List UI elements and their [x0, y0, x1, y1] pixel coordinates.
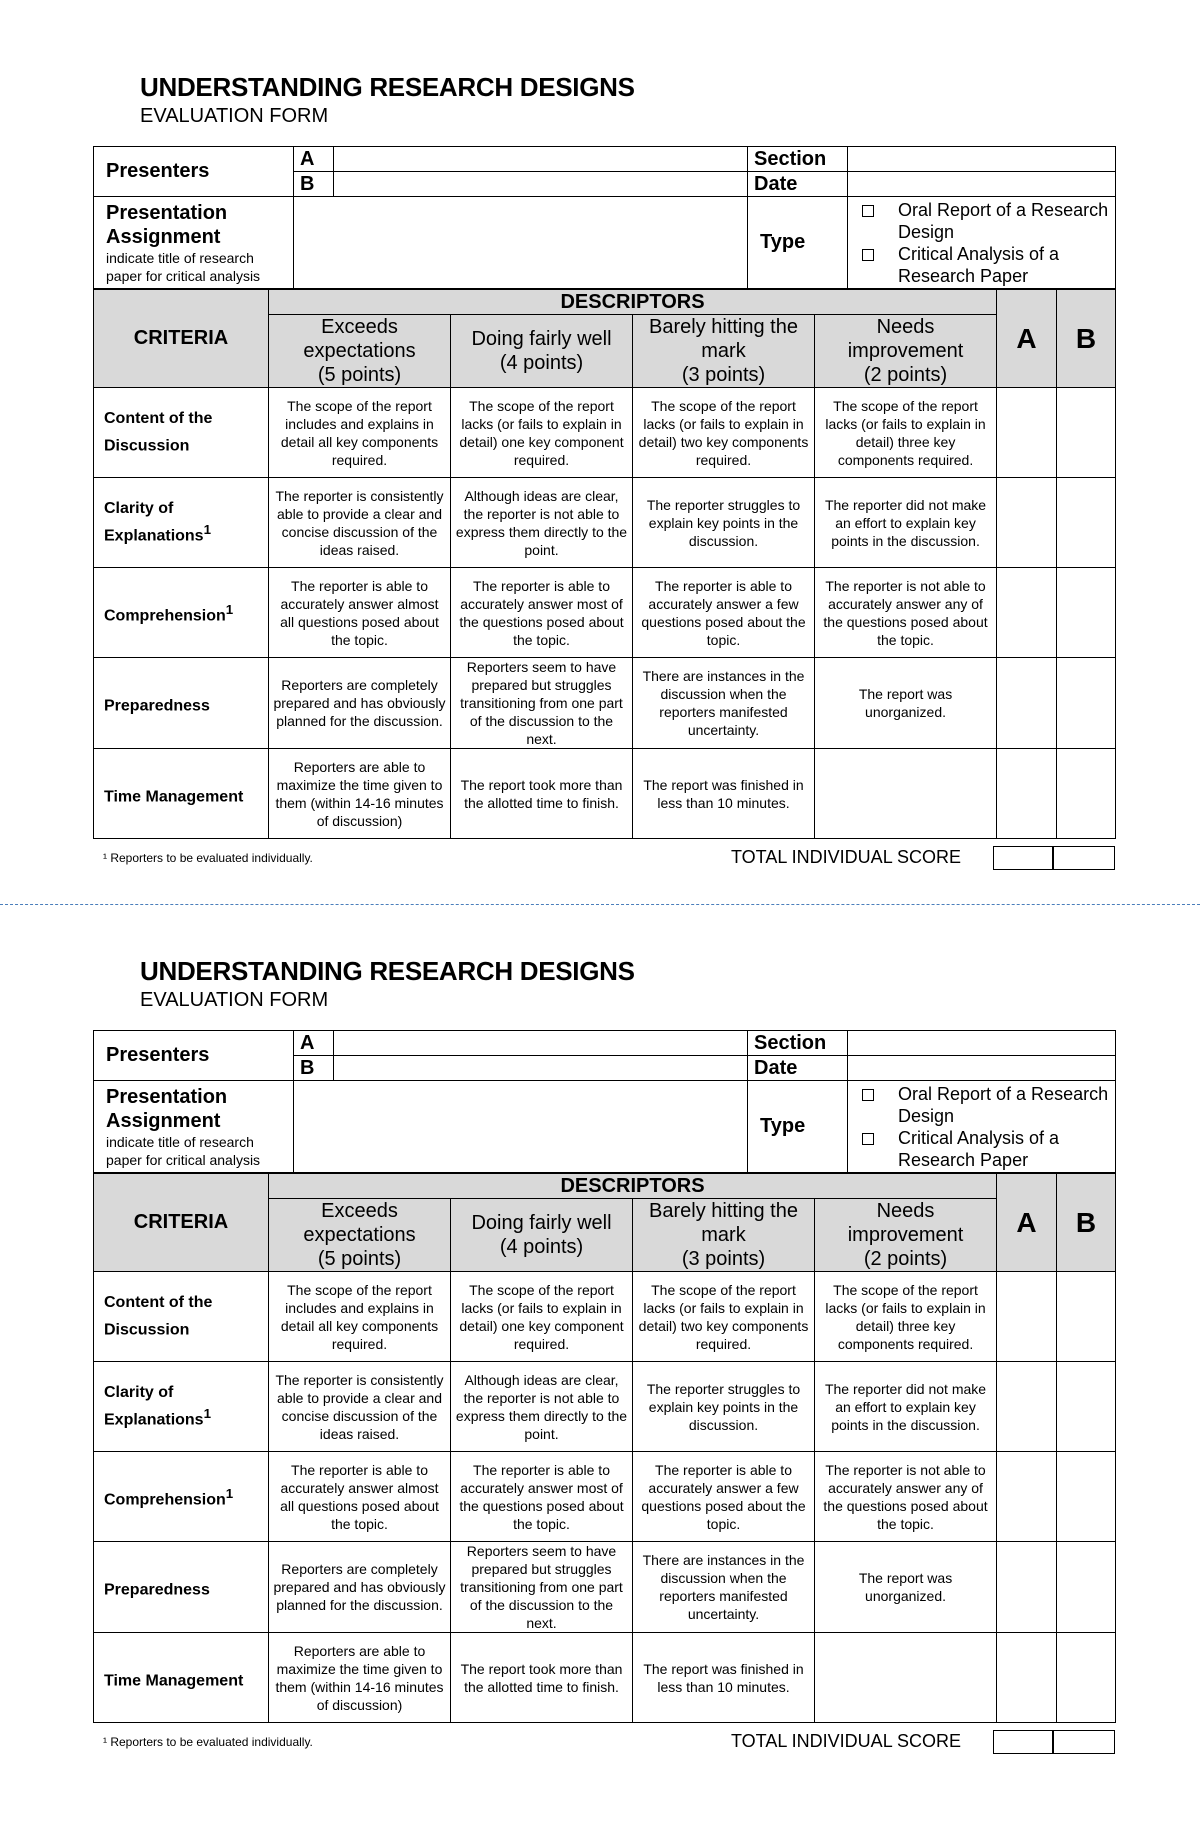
level-header-fairly-well — [451, 1199, 633, 1272]
rubric-row — [94, 478, 1116, 568]
level-points: (4 points) — [499, 1236, 584, 1258]
descriptor-cell: The reporter is able to accurately answer a few questions posed about the topic. — [633, 1452, 815, 1542]
form-footer — [93, 846, 1115, 870]
criterion-label — [94, 478, 269, 568]
level-points: (2 points) — [863, 364, 948, 386]
criterion-label — [94, 1633, 269, 1723]
type-option-label: Oral Report of a Research Design — [898, 1083, 1109, 1126]
type-option-oral-report[interactable] — [852, 1083, 1111, 1127]
checkbox-icon[interactable] — [862, 1089, 874, 1101]
criterion-label — [94, 1542, 269, 1633]
descriptor-cell: The reporter struggles to explain key points in the discussion. — [633, 478, 815, 568]
date-field[interactable] — [848, 1056, 1116, 1081]
score-cell-b[interactable] — [1057, 388, 1116, 478]
criterion-label — [94, 1362, 269, 1452]
form-subtitle: EVALUATION FORM — [140, 989, 329, 1011]
descriptor-cell: There are instances in the discussion when the reporters manifested uncertainty. — [633, 658, 815, 749]
assignment-field[interactable] — [294, 197, 748, 289]
descriptor-cell: The scope of the report includes and explains in detail all key components required. — [269, 388, 451, 478]
level-name: Doing fairly well — [471, 328, 612, 350]
level-header-needs-improvement — [815, 315, 997, 388]
form-subtitle: EVALUATION FORM — [140, 105, 329, 127]
type-label: Type — [748, 1081, 848, 1173]
section-label: Section — [748, 147, 848, 172]
section-label: Section — [748, 1031, 848, 1056]
level-name: Barely hitting the mark — [649, 1200, 798, 1246]
descriptor-cell: There are instances in the discussion when the reporters manifested uncertainty. — [633, 1542, 815, 1633]
level-points: (4 points) — [499, 352, 584, 374]
date-label: Date — [748, 1056, 848, 1081]
descriptor-cell — [815, 1633, 997, 1723]
section-field[interactable] — [848, 147, 1116, 172]
descriptor-cell: The scope of the report lacks (or fails to explain in detail) three key components required. — [815, 388, 997, 478]
score-cell-b[interactable] — [1057, 1362, 1116, 1452]
score-cell-b[interactable] — [1057, 568, 1116, 658]
presenter-b-label: B — [294, 1056, 334, 1081]
footnote-marker: 1 — [203, 522, 211, 538]
section-field[interactable] — [848, 1031, 1116, 1056]
type-option-label: Critical Analysis of a Research Paper — [898, 243, 1060, 286]
rubric-row — [94, 568, 1116, 658]
level-points: (2 points) — [863, 1248, 948, 1270]
descriptor-cell: The reporter is consistently able to provide a clear and concise discussion of the ideas raised. — [269, 1362, 451, 1452]
presenters-label: Presenters — [94, 147, 294, 197]
footnote-marker: 1 — [203, 1406, 211, 1422]
criterion-text: Preparedness — [104, 697, 210, 715]
score-cell-a[interactable] — [997, 1633, 1057, 1723]
descriptor-cell: The reporter did not make an effort to explain key points in the discussion. — [815, 1362, 997, 1452]
score-cell-a[interactable] — [997, 1452, 1057, 1542]
descriptor-cell: The scope of the report lacks (or fails to explain in detail) two key components required. — [633, 388, 815, 478]
assignment-label-cell — [94, 197, 294, 289]
descriptor-cell: The reporter is able to accurately answer most of the questions posed about the topic. — [451, 1452, 633, 1542]
score-cell-a[interactable] — [997, 658, 1057, 749]
level-name: Exceeds expectations — [303, 1200, 416, 1246]
score-cell-b[interactable] — [1057, 658, 1116, 749]
rubric-row — [94, 658, 1116, 749]
column-a-header: A — [997, 1174, 1057, 1272]
descriptor-cell: Reporters are able to maximize the time given to them (within 14-16 minutes of discussion) — [269, 1633, 451, 1723]
descriptor-cell — [815, 749, 997, 839]
criterion-text: Comprehension — [104, 607, 226, 625]
total-score-b[interactable] — [1053, 1730, 1115, 1754]
descriptor-cell: Although ideas are clear, the reporter is not able to express them directly to the point. — [451, 1362, 633, 1452]
form-title: UNDERSTANDING RESEARCH DESIGNS — [140, 72, 635, 102]
level-header-exceeds — [269, 315, 451, 388]
type-option-critical-analysis[interactable] — [852, 1127, 1111, 1171]
footnote: ¹ Reporters to be evaluated individually. — [103, 851, 313, 865]
presenter-a-field[interactable] — [334, 147, 748, 172]
type-option-critical-analysis[interactable] — [852, 243, 1111, 287]
score-cell-a[interactable] — [997, 749, 1057, 839]
form-title: UNDERSTANDING RESEARCH DESIGNS — [140, 956, 635, 986]
header-table — [93, 146, 1116, 289]
presenter-b-label: B — [294, 172, 334, 197]
presenter-a-label: A — [294, 147, 334, 172]
criterion-label — [94, 1272, 269, 1362]
score-cell-a[interactable] — [997, 478, 1057, 568]
descriptor-cell: The report was finished in less than 10 minutes. — [633, 1633, 815, 1723]
descriptor-cell: The report took more than the allotted time to finish. — [451, 749, 633, 839]
date-label: Date — [748, 172, 848, 197]
criterion-text: Preparedness — [104, 1581, 210, 1599]
descriptors-header: DESCRIPTORS — [269, 1174, 997, 1199]
level-header-fairly-well — [451, 315, 633, 388]
rubric-row — [94, 388, 1116, 478]
total-score-a[interactable] — [993, 846, 1053, 870]
assignment-field[interactable] — [294, 1081, 748, 1173]
descriptor-cell: Reporters seem to have prepared but struggles transitioning from one part of the discussion to the next. — [451, 1542, 633, 1633]
total-score-label: TOTAL INDIVIDUAL SCORE — [731, 1731, 962, 1751]
descriptor-cell: The reporter is not able to accurately answer any of the questions posed about the topic. — [815, 568, 997, 658]
checkbox-icon[interactable] — [862, 205, 874, 217]
criteria-header: CRITERIA — [94, 290, 269, 388]
criterion-text: Time Management — [104, 788, 244, 806]
descriptor-cell: Reporters are completely prepared and has obviously planned for the discussion. — [269, 658, 451, 749]
date-field[interactable] — [848, 172, 1116, 197]
level-header-barely — [633, 1199, 815, 1272]
descriptor-cell: The report was unorganized. — [815, 658, 997, 749]
type-options — [848, 197, 1116, 289]
descriptor-cell: Reporters are completely prepared and has obviously planned for the discussion. — [269, 1542, 451, 1633]
rubric-row — [94, 1452, 1116, 1542]
column-a-header: A — [997, 290, 1057, 388]
descriptor-cell: The reporter is not able to accurately answer any of the questions posed about the topic. — [815, 1452, 997, 1542]
score-cell-a[interactable] — [997, 568, 1057, 658]
type-label: Type — [748, 197, 848, 289]
criterion-text: Content of the Discussion — [104, 1294, 213, 1339]
type-options — [848, 1081, 1116, 1173]
descriptor-cell: The report was unorganized. — [815, 1542, 997, 1633]
type-option-oral-report[interactable] — [852, 199, 1111, 243]
score-cell-b[interactable] — [1057, 1633, 1116, 1723]
descriptor-cell: The report took more than the allotted time to finish. — [451, 1633, 633, 1723]
assignment-note: indicate title of research paper for critical analysis — [106, 249, 261, 284]
checkbox-icon[interactable] — [862, 1133, 874, 1145]
level-header-barely — [633, 315, 815, 388]
form-footer — [93, 1730, 1115, 1754]
rubric-row — [94, 1272, 1116, 1362]
criterion-text: Clarity of Explanations — [104, 1384, 204, 1429]
descriptor-cell: The reporter is able to accurately answer most of the questions posed about the topic. — [451, 568, 633, 658]
assignment-label: Presentation Assignment — [106, 1085, 228, 1132]
descriptor-cell: The reporter did not make an effort to explain key points in the discussion. — [815, 478, 997, 568]
descriptor-cell: The scope of the report includes and explains in detail all key components required. — [269, 1272, 451, 1362]
level-points: (3 points) — [681, 364, 766, 386]
total-score-a[interactable] — [993, 1730, 1053, 1754]
level-name: Exceeds expectations — [303, 316, 416, 362]
level-points: (5 points) — [317, 364, 402, 386]
criterion-text: Clarity of Explanations — [104, 500, 204, 545]
score-cell-a[interactable] — [997, 1542, 1057, 1633]
score-cell-b[interactable] — [1057, 1272, 1116, 1362]
presenter-a-label: A — [294, 1031, 334, 1056]
criterion-label — [94, 388, 269, 478]
score-cell-a[interactable] — [997, 1272, 1057, 1362]
descriptor-cell: Reporters are able to maximize the time given to them (within 14-16 minutes of discussion) — [269, 749, 451, 839]
rubric-row — [94, 1362, 1116, 1452]
criterion-text: Content of the Discussion — [104, 410, 213, 455]
total-score-b[interactable] — [1053, 846, 1115, 870]
level-points: (5 points) — [317, 1248, 402, 1270]
descriptor-cell: Reporters seem to have prepared but struggles transitioning from one part of the discussion to the next. — [451, 658, 633, 749]
descriptor-cell: The scope of the report lacks (or fails to explain in detail) three key components required. — [815, 1272, 997, 1362]
level-name: Needs improvement — [847, 1200, 964, 1246]
criterion-label — [94, 1452, 269, 1542]
footnote: ¹ Reporters to be evaluated individually. — [103, 1735, 313, 1749]
cut-line — [0, 904, 1200, 905]
type-option-label: Oral Report of a Research Design — [898, 199, 1109, 242]
descriptor-cell: The scope of the report lacks (or fails to explain in detail) one key component required. — [451, 1272, 633, 1362]
presenter-b-field[interactable] — [334, 1056, 748, 1081]
score-cell-a[interactable] — [997, 1362, 1057, 1452]
assignment-label-cell — [94, 1081, 294, 1173]
descriptor-cell: The reporter is able to accurately answer a few questions posed about the topic. — [633, 568, 815, 658]
total-score-label: TOTAL INDIVIDUAL SCORE — [731, 847, 962, 867]
descriptor-cell: The scope of the report lacks (or fails to explain in detail) one key component required. — [451, 388, 633, 478]
score-cell-b[interactable] — [1057, 1452, 1116, 1542]
descriptor-cell: The report was finished in less than 10 minutes. — [633, 749, 815, 839]
score-cell-a[interactable] — [997, 388, 1057, 478]
column-b-header: B — [1057, 290, 1116, 388]
assignment-label: Presentation Assignment — [106, 201, 228, 248]
type-option-label: Critical Analysis of a Research Paper — [898, 1127, 1060, 1170]
footnote-marker: 1 — [225, 601, 234, 617]
rubric-row — [94, 749, 1116, 839]
presenter-a-field[interactable] — [334, 1031, 748, 1056]
level-header-exceeds — [269, 1199, 451, 1272]
level-name: Needs improvement — [847, 316, 964, 362]
level-name: Doing fairly well — [471, 1212, 612, 1234]
criteria-header: CRITERIA — [94, 1174, 269, 1272]
criterion-label — [94, 749, 269, 839]
presenters-label: Presenters — [94, 1031, 294, 1081]
criterion-label — [94, 658, 269, 749]
rubric-row — [94, 1633, 1116, 1723]
descriptor-cell: The scope of the report lacks (or fails to explain in detail) two key components required. — [633, 1272, 815, 1362]
descriptor-cell: Although ideas are clear, the reporter is not able to express them directly to the point. — [451, 478, 633, 568]
score-cell-b[interactable] — [1057, 749, 1116, 839]
header-table — [93, 1030, 1116, 1173]
assignment-note: indicate title of research paper for critical analysis — [106, 1133, 261, 1168]
descriptor-cell: The reporter is able to accurately answer almost all questions posed about the topic. — [269, 568, 451, 658]
level-header-needs-improvement — [815, 1199, 997, 1272]
score-cell-b[interactable] — [1057, 478, 1116, 568]
rubric-row — [94, 1542, 1116, 1633]
checkbox-icon[interactable] — [862, 249, 874, 261]
criterion-text: Time Management — [104, 1672, 244, 1690]
criterion-text: Comprehension — [104, 1491, 226, 1509]
descriptor-cell: The reporter is able to accurately answer almost all questions posed about the topic. — [269, 1452, 451, 1542]
footnote-marker: 1 — [225, 1485, 234, 1501]
presenter-b-field[interactable] — [334, 172, 748, 197]
descriptors-header: DESCRIPTORS — [269, 290, 997, 315]
rubric-table — [93, 1173, 1116, 1723]
descriptor-cell: The reporter struggles to explain key points in the discussion. — [633, 1362, 815, 1452]
descriptor-cell: The reporter is consistently able to provide a clear and concise discussion of the ideas raised. — [269, 478, 451, 568]
column-b-header: B — [1057, 1174, 1116, 1272]
score-cell-b[interactable] — [1057, 1542, 1116, 1633]
criterion-label — [94, 568, 269, 658]
level-points: (3 points) — [681, 1248, 766, 1270]
level-name: Barely hitting the mark — [649, 316, 798, 362]
rubric-table — [93, 289, 1116, 839]
